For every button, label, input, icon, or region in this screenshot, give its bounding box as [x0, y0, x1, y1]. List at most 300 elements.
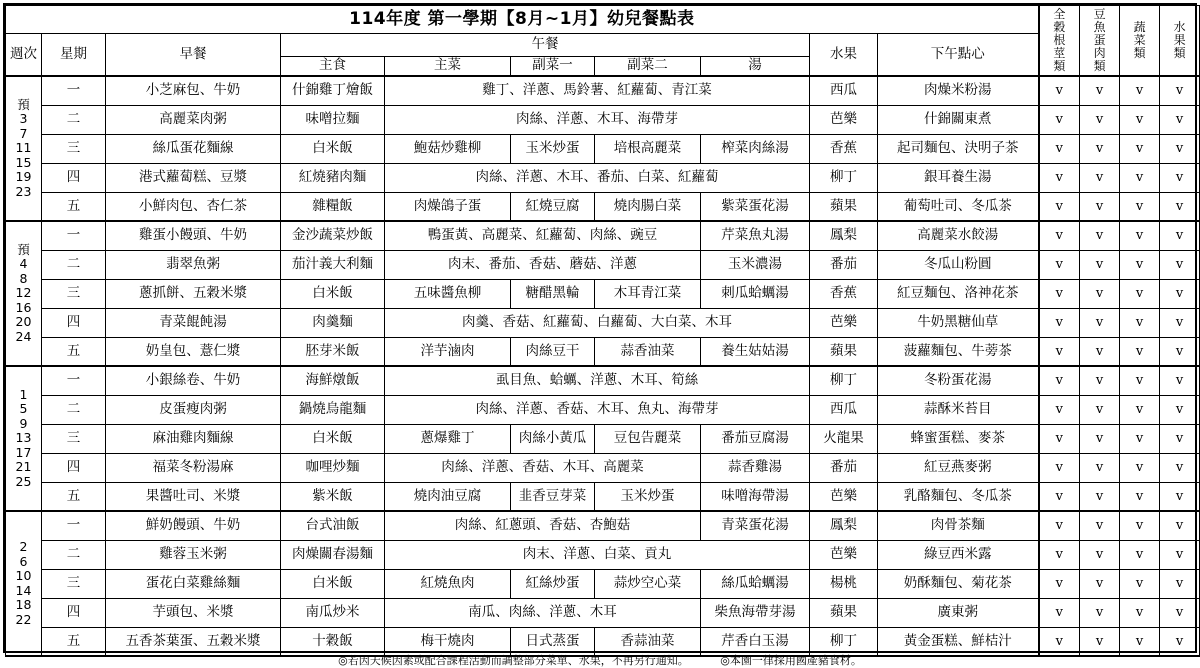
menu-table — [5, 5, 1200, 657]
lunch-dishes-cell: 肉末、洋蔥、白菜、貢丸 — [385, 540, 810, 569]
check-fruit: v — [1160, 250, 1200, 279]
side-dish-1-cell: 肉絲豆干 — [511, 337, 595, 366]
main-dish-cell: 燒肉油豆腐 — [385, 482, 511, 511]
check-whole-grains: v — [1039, 163, 1080, 192]
soup-cell: 刺瓜蛤蠣湯 — [701, 279, 810, 308]
table-row — [6, 395, 1200, 424]
staple-cell: 白米飯 — [281, 134, 385, 163]
week-label-line: 15 — [15, 154, 32, 170]
lunch-dishes-cell: 肉末、番茄、香菇、蘑菇、洋蔥 — [385, 250, 701, 279]
check-fruit: v — [1160, 569, 1200, 598]
staple-cell: 紅燒豬肉麵 — [281, 163, 385, 192]
table-row — [6, 134, 1200, 163]
week-label-line: 7 — [19, 125, 28, 141]
breakfast-cell: 雞蛋小饅頭、牛奶 — [106, 221, 281, 250]
snack-cell: 肉骨茶麵 — [878, 511, 1039, 540]
week-label-line: 12 — [15, 285, 32, 301]
header-staple: 主食 — [281, 56, 385, 76]
fruit-cell: 西瓜 — [810, 76, 878, 105]
check-vegetables: v — [1120, 569, 1160, 598]
check-fruit: v — [1160, 134, 1200, 163]
category-header-char: 莖 — [1053, 46, 1066, 60]
fruit-cell: 蘋果 — [810, 337, 878, 366]
note-domestic-pork: ◎本園一律採用國產豬食材。 — [720, 654, 862, 667]
snack-cell: 紅豆燕麥粥 — [878, 453, 1039, 482]
soup-cell: 紫菜蛋花湯 — [701, 192, 810, 221]
week-label-line: 23 — [15, 183, 32, 199]
soup-cell: 芹菜魚丸湯 — [701, 221, 810, 250]
snack-cell: 蜂蜜蛋糕、麥茶 — [878, 424, 1039, 453]
check-vegetables: v — [1120, 453, 1160, 482]
fruit-cell: 鳳梨 — [810, 221, 878, 250]
week-label-line: 1 — [19, 386, 28, 402]
breakfast-cell: 蔥抓餅、五穀米漿 — [106, 279, 281, 308]
category-header-char: 類 — [1133, 46, 1146, 60]
page-title: 114年度 第一學期【8月~1月】幼兒餐點表 — [6, 6, 1039, 34]
fruit-cell: 芭樂 — [810, 482, 878, 511]
week-label-line: 18 — [15, 597, 32, 612]
lunch-dishes-cell: 南瓜、肉絲、洋蔥、木耳 — [385, 598, 701, 627]
snack-cell: 黃金蛋糕、鮮桔汁 — [878, 627, 1039, 656]
check-vegetables: v — [1120, 192, 1160, 221]
main-dish-cell: 肉燥鴿子蛋 — [385, 192, 511, 221]
category-header-vegetables — [1120, 6, 1160, 77]
side-dish-2-cell: 培根高麗菜 — [595, 134, 701, 163]
table-row — [6, 511, 1200, 540]
check-vegetables: v — [1120, 308, 1160, 337]
check-fruit: v — [1160, 424, 1200, 453]
day-cell: 五 — [42, 482, 106, 511]
check-vegetables: v — [1120, 366, 1160, 395]
check-protein: v — [1080, 424, 1120, 453]
check-whole-grains: v — [1039, 395, 1080, 424]
check-fruit: v — [1160, 105, 1200, 134]
check-protein: v — [1080, 221, 1120, 250]
breakfast-cell: 港式蘿蔔糕、豆漿 — [106, 163, 281, 192]
check-fruit: v — [1160, 76, 1200, 105]
week-label — [6, 366, 42, 511]
week-label-line: 2 — [19, 539, 28, 554]
snack-cell: 起司麵包、決明子茶 — [878, 134, 1039, 163]
week-label-line: 10 — [15, 568, 32, 583]
fruit-cell: 柳丁 — [810, 163, 878, 192]
breakfast-cell: 翡翠魚粥 — [106, 250, 281, 279]
check-vegetables: v — [1120, 424, 1160, 453]
check-whole-grains: v — [1039, 250, 1080, 279]
snack-cell: 冬瓜山粉圓 — [878, 250, 1039, 279]
check-protein: v — [1080, 163, 1120, 192]
day-cell: 二 — [42, 105, 106, 134]
check-protein: v — [1080, 453, 1120, 482]
week-label-line: 預 — [17, 96, 30, 112]
note-schedule-change: ◎若因天候因素或配合課程活動而調整部分菜單、水果，不再另行通知。 — [338, 654, 689, 667]
main-dish-cell: 紅燒魚肉 — [385, 569, 511, 598]
week-label — [6, 221, 42, 366]
lunch-dishes-cell: 鴨蛋黃、高麗菜、紅蘿蔔、肉絲、豌豆 — [385, 221, 701, 250]
soup-cell: 養生姑姑湯 — [701, 337, 810, 366]
side-dish-2-cell: 玉米炒蛋 — [595, 482, 701, 511]
check-vegetables: v — [1120, 279, 1160, 308]
side-dish-1-cell: 日式蒸蛋 — [511, 627, 595, 656]
staple-cell: 南瓜炒米 — [281, 598, 385, 627]
header-side-dish-1: 副菜一 — [511, 56, 595, 76]
category-header-char: 類 — [1053, 59, 1066, 73]
day-cell: 三 — [42, 569, 106, 598]
staple-cell: 胚芽米飯 — [281, 337, 385, 366]
check-vegetables: v — [1120, 540, 1160, 569]
check-vegetables: v — [1120, 221, 1160, 250]
staple-cell: 肉羹麵 — [281, 308, 385, 337]
lunch-dishes-cell: 肉絲、洋蔥、木耳、番茄、白菜、紅蘿蔔 — [385, 163, 810, 192]
breakfast-cell: 小芝麻包、牛奶 — [106, 76, 281, 105]
breakfast-cell: 絲瓜蛋花麵線 — [106, 134, 281, 163]
header-soup: 湯 — [701, 56, 810, 76]
category-header-char: 根 — [1053, 33, 1066, 47]
check-vegetables: v — [1120, 134, 1160, 163]
main-dish-cell: 洋芋滷肉 — [385, 337, 511, 366]
check-vegetables: v — [1120, 598, 1160, 627]
check-whole-grains: v — [1039, 627, 1080, 656]
week-label-line: 3 — [19, 111, 28, 127]
check-whole-grains: v — [1039, 366, 1080, 395]
staple-cell: 十穀飯 — [281, 627, 385, 656]
header-day: 星期 — [42, 34, 106, 77]
category-header-fruit — [1160, 6, 1200, 77]
check-fruit: v — [1160, 366, 1200, 395]
lunch-dishes-cell: 雞丁、洋蔥、馬鈴薯、紅蘿蔔、青江菜 — [385, 76, 810, 105]
day-cell: 一 — [42, 221, 106, 250]
fruit-cell: 柳丁 — [810, 627, 878, 656]
check-vegetables: v — [1120, 482, 1160, 511]
week-label-line: 5 — [19, 401, 28, 417]
check-fruit: v — [1160, 540, 1200, 569]
check-fruit: v — [1160, 511, 1200, 540]
day-cell: 五 — [42, 192, 106, 221]
day-cell: 二 — [42, 395, 106, 424]
breakfast-cell: 蛋花白菜雞絲麵 — [106, 569, 281, 598]
table-row — [6, 569, 1200, 598]
fruit-cell: 火龍果 — [810, 424, 878, 453]
category-header-char: 穀 — [1053, 20, 1066, 34]
snack-cell: 蒜酥米苔目 — [878, 395, 1039, 424]
side-dish-1-cell: 紅絲炒蛋 — [511, 569, 595, 598]
check-whole-grains: v — [1039, 453, 1080, 482]
breakfast-cell: 雞蓉玉米粥 — [106, 540, 281, 569]
check-whole-grains: v — [1039, 598, 1080, 627]
main-dish-cell: 五味醬魚柳 — [385, 279, 511, 308]
check-protein: v — [1080, 598, 1120, 627]
breakfast-cell: 青菜餛飩湯 — [106, 308, 281, 337]
table-row — [6, 482, 1200, 511]
week-label-line: 4 — [19, 256, 28, 272]
day-cell: 四 — [42, 598, 106, 627]
staple-cell: 什錦雞丁燴飯 — [281, 76, 385, 105]
staple-cell: 味噌拉麵 — [281, 105, 385, 134]
check-fruit: v — [1160, 192, 1200, 221]
day-cell: 一 — [42, 76, 106, 105]
check-protein: v — [1080, 366, 1120, 395]
week-label-line: 6 — [19, 553, 28, 569]
check-protein: v — [1080, 511, 1120, 540]
side-dish-1-cell: 韭香豆芽菜 — [511, 482, 595, 511]
snack-cell: 牛奶黑糖仙草 — [878, 308, 1039, 337]
staple-cell: 紫米飯 — [281, 482, 385, 511]
table-row — [6, 105, 1200, 134]
staple-cell: 雜糧飯 — [281, 192, 385, 221]
week-label-line: 24 — [15, 328, 32, 344]
fruit-cell: 蘋果 — [810, 192, 878, 221]
check-protein: v — [1080, 627, 1120, 656]
check-fruit: v — [1160, 337, 1200, 366]
table-row — [6, 424, 1200, 453]
main-dish-cell: 鮑菇炒雞柳 — [385, 134, 511, 163]
category-header-char: 魚 — [1093, 20, 1106, 34]
check-protein: v — [1080, 540, 1120, 569]
table-row — [6, 221, 1200, 250]
fruit-cell: 鳳梨 — [810, 511, 878, 540]
category-header-char: 類 — [1173, 46, 1186, 60]
check-whole-grains: v — [1039, 279, 1080, 308]
day-cell: 一 — [42, 366, 106, 395]
check-protein: v — [1080, 134, 1120, 163]
table-row — [6, 192, 1200, 221]
snack-cell: 奶酥麵包、菊花茶 — [878, 569, 1039, 598]
week-label — [6, 76, 42, 221]
snack-cell: 綠豆西米露 — [878, 540, 1039, 569]
lunch-dishes-cell: 虱目魚、蛤蠣、洋蔥、木耳、筍絲 — [385, 366, 810, 395]
breakfast-cell: 鮮奶饅頭、牛奶 — [106, 511, 281, 540]
category-header-char: 水 — [1173, 20, 1186, 34]
check-protein: v — [1080, 192, 1120, 221]
header-breakfast: 早餐 — [106, 34, 281, 77]
snack-cell: 菠蘿麵包、牛蒡茶 — [878, 337, 1039, 366]
check-whole-grains: v — [1039, 511, 1080, 540]
day-cell: 四 — [42, 453, 106, 482]
week-label-line: 13 — [15, 430, 32, 446]
check-whole-grains: v — [1039, 221, 1080, 250]
staple-cell: 咖哩炒麵 — [281, 453, 385, 482]
fruit-cell: 芭樂 — [810, 308, 878, 337]
check-vegetables: v — [1120, 337, 1160, 366]
check-protein: v — [1080, 337, 1120, 366]
side-dish-1-cell: 紅燒豆腐 — [511, 192, 595, 221]
header-fruit: 水果 — [810, 34, 878, 77]
header-lunch: 午餐 — [281, 34, 810, 57]
fruit-cell: 香蕉 — [810, 279, 878, 308]
staple-cell: 白米飯 — [281, 279, 385, 308]
week-label-line: 14 — [15, 582, 32, 598]
header-main-dish: 主菜 — [385, 56, 511, 76]
snack-cell: 肉燥米粉湯 — [878, 76, 1039, 105]
check-fruit: v — [1160, 627, 1200, 656]
week-label-line: 11 — [15, 140, 32, 156]
week-label-line: 17 — [15, 444, 32, 460]
check-protein: v — [1080, 105, 1120, 134]
side-dish-1-cell: 玉米炒蛋 — [511, 134, 595, 163]
side-dish-2-cell: 蒜炒空心菜 — [595, 569, 701, 598]
table-row — [6, 540, 1200, 569]
check-fruit: v — [1160, 395, 1200, 424]
week-label-line: 22 — [15, 611, 32, 627]
side-dish-2-cell: 蒜香油菜 — [595, 337, 701, 366]
day-cell: 一 — [42, 511, 106, 540]
soup-cell: 榨菜肉絲湯 — [701, 134, 810, 163]
lunch-dishes-cell: 肉絲、紅蔥頭、香菇、杏鮑菇 — [385, 511, 701, 540]
check-protein: v — [1080, 308, 1120, 337]
category-header-char: 蛋 — [1093, 33, 1106, 47]
check-protein: v — [1080, 482, 1120, 511]
week-label-line: 8 — [19, 270, 28, 286]
check-whole-grains: v — [1039, 569, 1080, 598]
category-header-char: 豆 — [1093, 7, 1106, 21]
menu-sheet — [3, 3, 1197, 653]
day-cell: 三 — [42, 424, 106, 453]
week-label-line: 21 — [15, 459, 32, 475]
main-dish-cell: 蔥爆雞丁 — [385, 424, 511, 453]
category-header-whole-grains — [1039, 6, 1080, 77]
check-fruit: v — [1160, 279, 1200, 308]
breakfast-cell: 小鮮肉包、杏仁茶 — [106, 192, 281, 221]
snack-cell: 冬粉蛋花湯 — [878, 366, 1039, 395]
soup-cell: 番茄豆腐湯 — [701, 424, 810, 453]
fruit-cell: 柳丁 — [810, 366, 878, 395]
table-row — [6, 337, 1200, 366]
category-header-char: 菜 — [1133, 33, 1146, 47]
week-label-line: 預 — [17, 241, 30, 257]
header-side-dish-2: 副菜二 — [595, 56, 701, 76]
category-header-char: 肉 — [1093, 46, 1106, 60]
breakfast-cell: 五香茶葉蛋、五穀米漿 — [106, 627, 281, 656]
fruit-cell: 芭樂 — [810, 105, 878, 134]
check-protein: v — [1080, 279, 1120, 308]
side-dish-2-cell: 豆包告麗菜 — [595, 424, 701, 453]
lunch-dishes-cell: 肉羹、香菇、紅蘿蔔、白蘿蔔、大白菜、木耳 — [385, 308, 810, 337]
staple-cell: 金沙蔬菜炒飯 — [281, 221, 385, 250]
day-cell: 四 — [42, 163, 106, 192]
snack-cell: 紅豆麵包、洛神花茶 — [878, 279, 1039, 308]
category-header-char: 全 — [1053, 7, 1066, 21]
breakfast-cell: 果醬吐司、米漿 — [106, 482, 281, 511]
table-row — [6, 453, 1200, 482]
fruit-cell: 楊桃 — [810, 569, 878, 598]
check-whole-grains: v — [1039, 134, 1080, 163]
check-fruit: v — [1160, 598, 1200, 627]
check-vegetables: v — [1120, 395, 1160, 424]
staple-cell: 白米飯 — [281, 569, 385, 598]
check-vegetables: v — [1120, 163, 1160, 192]
day-cell: 三 — [42, 134, 106, 163]
lunch-dishes-cell: 肉絲、洋蔥、香菇、木耳、高麗菜 — [385, 453, 701, 482]
breakfast-cell: 麻油雞肉麵線 — [106, 424, 281, 453]
check-whole-grains: v — [1039, 192, 1080, 221]
soup-cell: 蒜香雞湯 — [701, 453, 810, 482]
week-label-line: 20 — [15, 314, 32, 330]
lunch-dishes-cell: 肉絲、洋蔥、香菇、木耳、魚丸、海帶芽 — [385, 395, 810, 424]
check-whole-grains: v — [1039, 540, 1080, 569]
side-dish-1-cell: 肉絲小黃瓜 — [511, 424, 595, 453]
footer-notes — [0, 654, 1200, 668]
fruit-cell: 番茄 — [810, 250, 878, 279]
soup-cell: 絲瓜蛤蠣湯 — [701, 569, 810, 598]
day-cell: 五 — [42, 627, 106, 656]
table-row — [6, 598, 1200, 627]
snack-cell: 高麗菜水餃湯 — [878, 221, 1039, 250]
staple-cell: 茄汁義大利麵 — [281, 250, 385, 279]
fruit-cell: 蘋果 — [810, 598, 878, 627]
check-vegetables: v — [1120, 511, 1160, 540]
header-snack: 下午點心 — [878, 34, 1039, 77]
side-dish-1-cell: 糖醋黑輪 — [511, 279, 595, 308]
fruit-cell: 番茄 — [810, 453, 878, 482]
staple-cell: 鍋燒烏龍麵 — [281, 395, 385, 424]
day-cell: 三 — [42, 279, 106, 308]
day-cell: 五 — [42, 337, 106, 366]
staple-cell: 肉燥關春湯麵 — [281, 540, 385, 569]
soup-cell: 芹香白玉湯 — [701, 627, 810, 656]
staple-cell: 白米飯 — [281, 424, 385, 453]
check-whole-grains: v — [1039, 337, 1080, 366]
category-header-char: 果 — [1173, 33, 1186, 47]
fruit-cell: 香蕉 — [810, 134, 878, 163]
check-fruit: v — [1160, 482, 1200, 511]
breakfast-cell: 芋頭包、米漿 — [106, 598, 281, 627]
table-row — [6, 308, 1200, 337]
soup-cell: 青菜蛋花湯 — [701, 511, 810, 540]
table-row — [6, 279, 1200, 308]
staple-cell: 海鮮燉飯 — [281, 366, 385, 395]
table-row — [6, 76, 1200, 105]
week-label-line: 9 — [19, 415, 28, 431]
check-fruit: v — [1160, 221, 1200, 250]
fruit-cell: 西瓜 — [810, 395, 878, 424]
check-whole-grains: v — [1039, 424, 1080, 453]
side-dish-2-cell: 香蒜油菜 — [595, 627, 701, 656]
week-label-line: 25 — [15, 473, 32, 489]
snack-cell: 銀耳養生湯 — [878, 163, 1039, 192]
check-vegetables: v — [1120, 105, 1160, 134]
breakfast-cell: 高麗菜肉粥 — [106, 105, 281, 134]
check-whole-grains: v — [1039, 308, 1080, 337]
breakfast-cell: 皮蛋瘦肉粥 — [106, 395, 281, 424]
soup-cell: 味噌海帶湯 — [701, 482, 810, 511]
check-vegetables: v — [1120, 627, 1160, 656]
snack-cell: 什錦關東煮 — [878, 105, 1039, 134]
check-whole-grains: v — [1039, 76, 1080, 105]
check-protein: v — [1080, 250, 1120, 279]
soup-cell: 柴魚海帶芽湯 — [701, 598, 810, 627]
side-dish-2-cell: 木耳青江菜 — [595, 279, 701, 308]
week-label-line: 19 — [15, 169, 32, 185]
lunch-dishes-cell: 肉絲、洋蔥、木耳、海帶芽 — [385, 105, 810, 134]
snack-cell: 廣東粥 — [878, 598, 1039, 627]
header-week: 週次 — [6, 34, 42, 77]
table-row — [6, 627, 1200, 656]
check-fruit: v — [1160, 163, 1200, 192]
breakfast-cell: 福菜冬粉湯麻 — [106, 453, 281, 482]
day-cell: 二 — [42, 250, 106, 279]
check-fruit: v — [1160, 308, 1200, 337]
week-label — [6, 511, 42, 656]
check-whole-grains: v — [1039, 105, 1080, 134]
check-vegetables: v — [1120, 76, 1160, 105]
soup-cell: 玉米濃湯 — [701, 250, 810, 279]
staple-cell: 台式油飯 — [281, 511, 385, 540]
check-fruit: v — [1160, 453, 1200, 482]
week-label-line: 16 — [15, 299, 32, 315]
table-row — [6, 163, 1200, 192]
day-cell: 四 — [42, 308, 106, 337]
category-header-char: 蔬 — [1133, 20, 1146, 34]
